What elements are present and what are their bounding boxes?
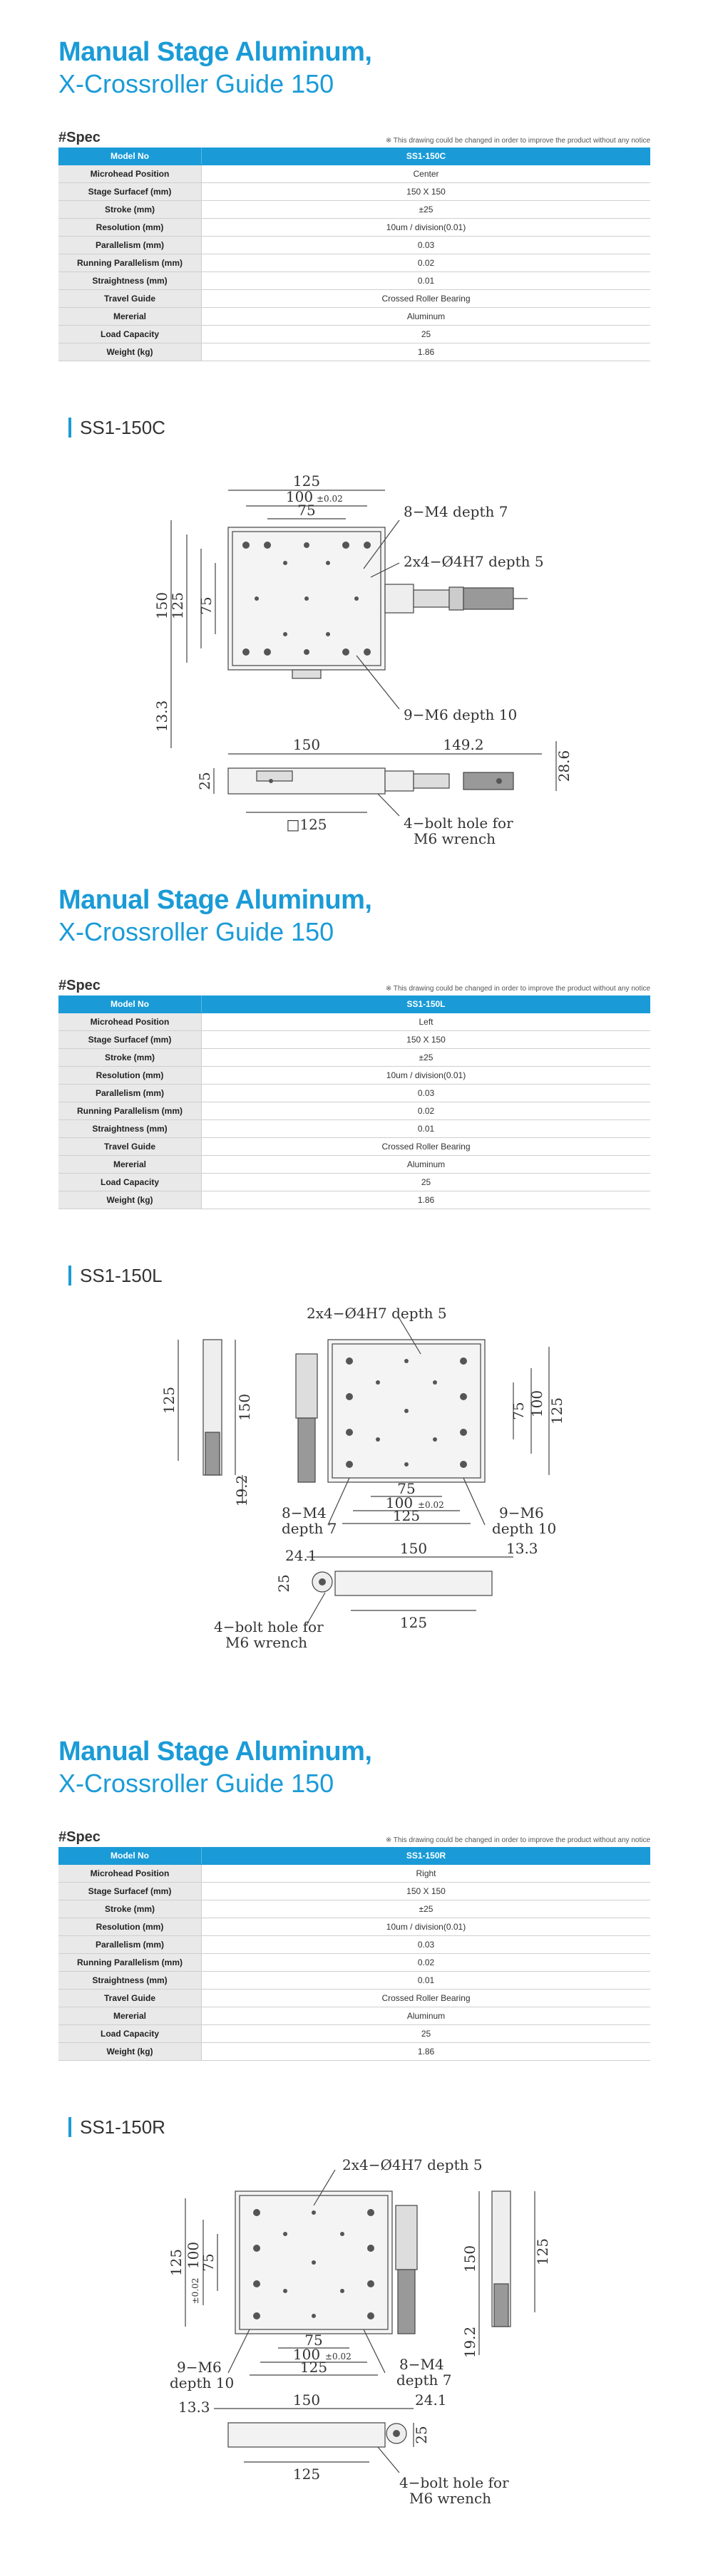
- spec-key: Parallelism (mm): [58, 1085, 202, 1102]
- notice-text: ※ This drawing could be changed in order to improve the product without any notice: [385, 1836, 650, 1844]
- dim-28-6: 28.6: [555, 750, 573, 782]
- spec-value: 25: [202, 326, 651, 343]
- dim-13-3: 13.3: [506, 1540, 538, 1557]
- dim-13-3: 13.3: [153, 700, 170, 733]
- product-subtitle: X-Crossroller Guide 150: [58, 917, 334, 946]
- spec-row: [58, 1990, 650, 2007]
- spec-key: Microhead Position: [58, 1865, 202, 1883]
- spec-key: Running Parallelism (mm): [58, 1102, 202, 1120]
- spec-header-row: [58, 148, 650, 165]
- technical-drawing: [0, 442, 713, 869]
- spec-value: 25: [202, 1174, 651, 1191]
- spec-row: [58, 343, 650, 361]
- spec-key: Parallelism (mm): [58, 237, 202, 254]
- spec-value: Crossed Roller Bearing: [202, 1138, 651, 1156]
- dim-149-2: 149.2: [443, 736, 484, 753]
- dim-75-bottom: 75: [304, 2332, 323, 2349]
- section-ss1-150c: [0, 0, 713, 862]
- dim-125-bottom-view: 125: [292, 2466, 321, 2483]
- spec-key: Microhead Position: [58, 165, 202, 183]
- dim-75-right: 75: [510, 1402, 527, 1420]
- dim-100-bottom: 100: [385, 1494, 414, 1511]
- spec-value: Aluminum: [202, 1156, 651, 1174]
- spec-label: #Spec: [58, 978, 101, 993]
- note-m4: 8−M4 depth 7: [404, 503, 508, 520]
- spec-value: 10um / division(0.01): [202, 1067, 651, 1085]
- spec-row: [58, 2007, 650, 2025]
- spec-value: 1.86: [202, 343, 651, 361]
- spec-row: [58, 1954, 650, 1972]
- spec-header-row: [58, 995, 650, 1013]
- spec-key: Stage Surfacef (mm): [58, 1031, 202, 1049]
- spec-row: [58, 219, 650, 237]
- spec-value: SS1-150R: [202, 1847, 651, 1865]
- spec-row: [58, 254, 650, 272]
- product-title: Manual Stage Aluminum,: [58, 1737, 372, 1767]
- spec-value: Left: [202, 1013, 651, 1031]
- dim-19-2: 19.2: [461, 2326, 478, 2359]
- spec-row: [58, 326, 650, 343]
- spec-row: [58, 1865, 650, 1883]
- spec-label: #Spec: [58, 1829, 101, 1845]
- note-bolt-2: M6 wrench: [414, 830, 496, 847]
- dim-125-side: 125: [160, 1386, 178, 1414]
- spec-value: 1.86: [202, 1191, 651, 1209]
- dim-150-left: 150: [153, 591, 170, 620]
- dim-125-bottom-view: 125: [399, 1614, 428, 1631]
- spec-key: Mererial: [58, 1156, 202, 1174]
- spec-key: Stage Surfacef (mm): [58, 1883, 202, 1900]
- spec-value: 0.01: [202, 272, 651, 290]
- section-ss1-150r: [0, 1721, 713, 2576]
- note-bolt-1: 4−bolt hole for: [404, 814, 513, 832]
- spec-row: [58, 1085, 650, 1102]
- notice-text: ※ This drawing could be changed in order to improve the product without any notice: [385, 985, 650, 993]
- dim-25: 25: [413, 2426, 430, 2444]
- spec-row: [58, 1918, 650, 1936]
- dim-125-bottom: 125: [299, 2359, 328, 2376]
- spec-row: [58, 1156, 650, 1174]
- spec-key: Model No: [58, 995, 202, 1013]
- spec-value: 150 X 150: [202, 1883, 651, 1900]
- spec-key: Model No: [58, 148, 202, 165]
- note-bolt-2: M6 wrench: [225, 1634, 308, 1651]
- spec-key: Stroke (mm): [58, 1900, 202, 1918]
- dim-150-bottom-view: 150: [292, 2391, 321, 2409]
- spec-key: Travel Guide: [58, 290, 202, 308]
- dim-125-side: 125: [534, 2238, 551, 2266]
- dim-75-top: 75: [297, 502, 316, 519]
- dim-100-right: 100: [528, 1390, 545, 1418]
- spec-value: 0.01: [202, 1120, 651, 1138]
- spec-row: [58, 201, 650, 219]
- dim-tolerance: ±0.02: [317, 494, 343, 504]
- dim-24-1: 24.1: [285, 1547, 317, 1564]
- dim-100-bottom: 100: [292, 2346, 321, 2363]
- dim-75-left: 75: [198, 596, 215, 615]
- spec-key: Resolution (mm): [58, 1067, 202, 1085]
- dim-tolerance-left: ±0.02: [190, 2277, 200, 2305]
- spec-header-row: [58, 1847, 650, 1865]
- spec-key: Weight (kg): [58, 1191, 202, 1209]
- spec-row: [58, 1049, 650, 1067]
- dim-125-left: 125: [168, 2248, 185, 2277]
- spec-row: [58, 1883, 650, 1900]
- spec-value: Aluminum: [202, 308, 651, 326]
- spec-key: Mererial: [58, 2007, 202, 2025]
- spec-key: Load Capacity: [58, 1174, 202, 1191]
- notice-text: ※ This drawing could be changed in order to improve the product without any notice: [385, 137, 650, 145]
- note-h7: 2x4−Ø4H7 depth 5: [307, 1305, 447, 1322]
- note-m4-a: 8−M4: [282, 1504, 327, 1521]
- dim-150-side: 150: [292, 736, 321, 753]
- spec-value: Crossed Roller Bearing: [202, 1990, 651, 2007]
- spec-value: Right: [202, 1865, 651, 1883]
- spec-value: ±25: [202, 201, 651, 219]
- dim-25: 25: [196, 772, 213, 790]
- dim-125-top: 125: [292, 472, 321, 490]
- dim-125-bottom: 125: [392, 1507, 421, 1524]
- spec-value: 0.02: [202, 1954, 651, 1972]
- spec-value: SS1-150C: [202, 148, 651, 165]
- note-m6-a: 9−M6: [177, 2359, 222, 2376]
- spec-value: Center: [202, 165, 651, 183]
- spec-value: 150 X 150: [202, 1031, 651, 1049]
- spec-value: ±25: [202, 1900, 651, 1918]
- spec-row: [58, 290, 650, 308]
- spec-row: [58, 183, 650, 201]
- spec-value: 0.02: [202, 254, 651, 272]
- dim-125-left: 125: [169, 591, 186, 620]
- spec-row: [58, 2025, 650, 2043]
- spec-value: 1.86: [202, 2043, 651, 2061]
- dim-150-side: 150: [236, 1393, 253, 1422]
- note-h7: 2x4−Ø4H7 depth 5: [404, 553, 544, 570]
- spec-value: 0.01: [202, 1972, 651, 1990]
- dim-100-left: 100: [185, 2241, 202, 2270]
- note-bolt-2: M6 wrench: [409, 2490, 492, 2507]
- spec-key: Travel Guide: [58, 1138, 202, 1156]
- spec-value: 0.03: [202, 237, 651, 254]
- note-m4-b: depth 7: [396, 2371, 452, 2389]
- dim-75-bottom: 75: [397, 1480, 416, 1497]
- spec-key: Parallelism (mm): [58, 1936, 202, 1954]
- spec-row: [58, 272, 650, 290]
- spec-value: 0.02: [202, 1102, 651, 1120]
- spec-value: ±25: [202, 1049, 651, 1067]
- spec-row: [58, 1067, 650, 1085]
- dim-25: 25: [275, 1574, 292, 1593]
- spec-value: Aluminum: [202, 2007, 651, 2025]
- note-m6: 9−M6 depth 10: [404, 706, 518, 723]
- spec-row: [58, 165, 650, 183]
- spec-key: Load Capacity: [58, 326, 202, 343]
- spec-key: Mererial: [58, 308, 202, 326]
- spec-value: 0.03: [202, 1936, 651, 1954]
- dim-tolerance: ±0.02: [418, 1500, 444, 1510]
- section-ss1-150l: [0, 862, 713, 1721]
- dim-sq-125: □125: [286, 816, 327, 833]
- spec-table: [58, 1847, 650, 2061]
- spec-value: 10um / division(0.01): [202, 1918, 651, 1936]
- spec-row: [58, 1972, 650, 1990]
- model-heading: SS1-150R: [68, 2117, 165, 2137]
- spec-label: #Spec: [58, 130, 101, 145]
- spec-key: Weight (kg): [58, 343, 202, 361]
- spec-key: Running Parallelism (mm): [58, 1954, 202, 1972]
- note-m6-a: 9−M6: [499, 1504, 544, 1521]
- note-m6-b: depth 10: [170, 2374, 235, 2391]
- spec-key: Model No: [58, 1847, 202, 1865]
- dim-24-1: 24.1: [415, 2391, 447, 2409]
- spec-row: [58, 1936, 650, 1954]
- dim-150-side: 150: [461, 2245, 478, 2273]
- dim-tolerance: ±0.02: [325, 2352, 352, 2362]
- spec-key: Load Capacity: [58, 2025, 202, 2043]
- product-title: Manual Stage Aluminum,: [58, 37, 372, 67]
- spec-key: Running Parallelism (mm): [58, 254, 202, 272]
- spec-table: [58, 148, 650, 361]
- spec-key: Stage Surfacef (mm): [58, 183, 202, 201]
- spec-key: Resolution (mm): [58, 1918, 202, 1936]
- note-bolt-1: 4−bolt hole for: [214, 1618, 324, 1635]
- spec-table: [58, 995, 650, 1209]
- spec-value: Crossed Roller Bearing: [202, 290, 651, 308]
- spec-row: [58, 1031, 650, 1049]
- spec-row: [58, 308, 650, 326]
- technical-drawing: [0, 1290, 713, 1717]
- spec-value: 25: [202, 2025, 651, 2043]
- model-heading: SS1-150L: [68, 1266, 163, 1286]
- spec-row: [58, 1174, 650, 1191]
- spec-row: [58, 237, 650, 254]
- note-m4-a: 8−M4: [399, 2356, 444, 2373]
- dim-19-2: 19.2: [233, 1474, 250, 1507]
- spec-key: Weight (kg): [58, 2043, 202, 2061]
- note-m4-b: depth 7: [282, 1520, 337, 1537]
- spec-value: 10um / division(0.01): [202, 219, 651, 237]
- spec-row: [58, 1013, 650, 1031]
- dim-75-left: 75: [200, 2253, 217, 2272]
- technical-drawing: [0, 2141, 713, 2576]
- spec-row: [58, 1120, 650, 1138]
- spec-row: [58, 1191, 650, 1209]
- dim-150-bottom-view: 150: [399, 1540, 428, 1557]
- dim-125-right: 125: [548, 1397, 565, 1425]
- spec-key: Microhead Position: [58, 1013, 202, 1031]
- spec-row: [58, 1138, 650, 1156]
- spec-row: [58, 1102, 650, 1120]
- spec-key: Stroke (mm): [58, 1049, 202, 1067]
- spec-value: SS1-150L: [202, 995, 651, 1013]
- spec-key: Straightness (mm): [58, 1120, 202, 1138]
- note-bolt-1: 4−bolt hole for: [399, 2474, 509, 2491]
- spec-key: Stroke (mm): [58, 201, 202, 219]
- spec-row: [58, 2043, 650, 2061]
- spec-value: 150 X 150: [202, 183, 651, 201]
- spec-key: Travel Guide: [58, 1990, 202, 2007]
- product-subtitle: X-Crossroller Guide 150: [58, 69, 334, 98]
- spec-key: Straightness (mm): [58, 272, 202, 290]
- note-m6-b: depth 10: [492, 1520, 557, 1537]
- dim-100-top: 100: [285, 488, 314, 505]
- spec-key: Resolution (mm): [58, 219, 202, 237]
- spec-value: 0.03: [202, 1085, 651, 1102]
- spec-key: Straightness (mm): [58, 1972, 202, 1990]
- product-subtitle: X-Crossroller Guide 150: [58, 1769, 334, 1798]
- spec-row: [58, 1900, 650, 1918]
- product-title: Manual Stage Aluminum,: [58, 885, 372, 915]
- model-heading: SS1-150C: [68, 418, 165, 438]
- note-h7: 2x4−Ø4H7 depth 5: [342, 2156, 483, 2173]
- dim-13-3: 13.3: [178, 2399, 210, 2416]
